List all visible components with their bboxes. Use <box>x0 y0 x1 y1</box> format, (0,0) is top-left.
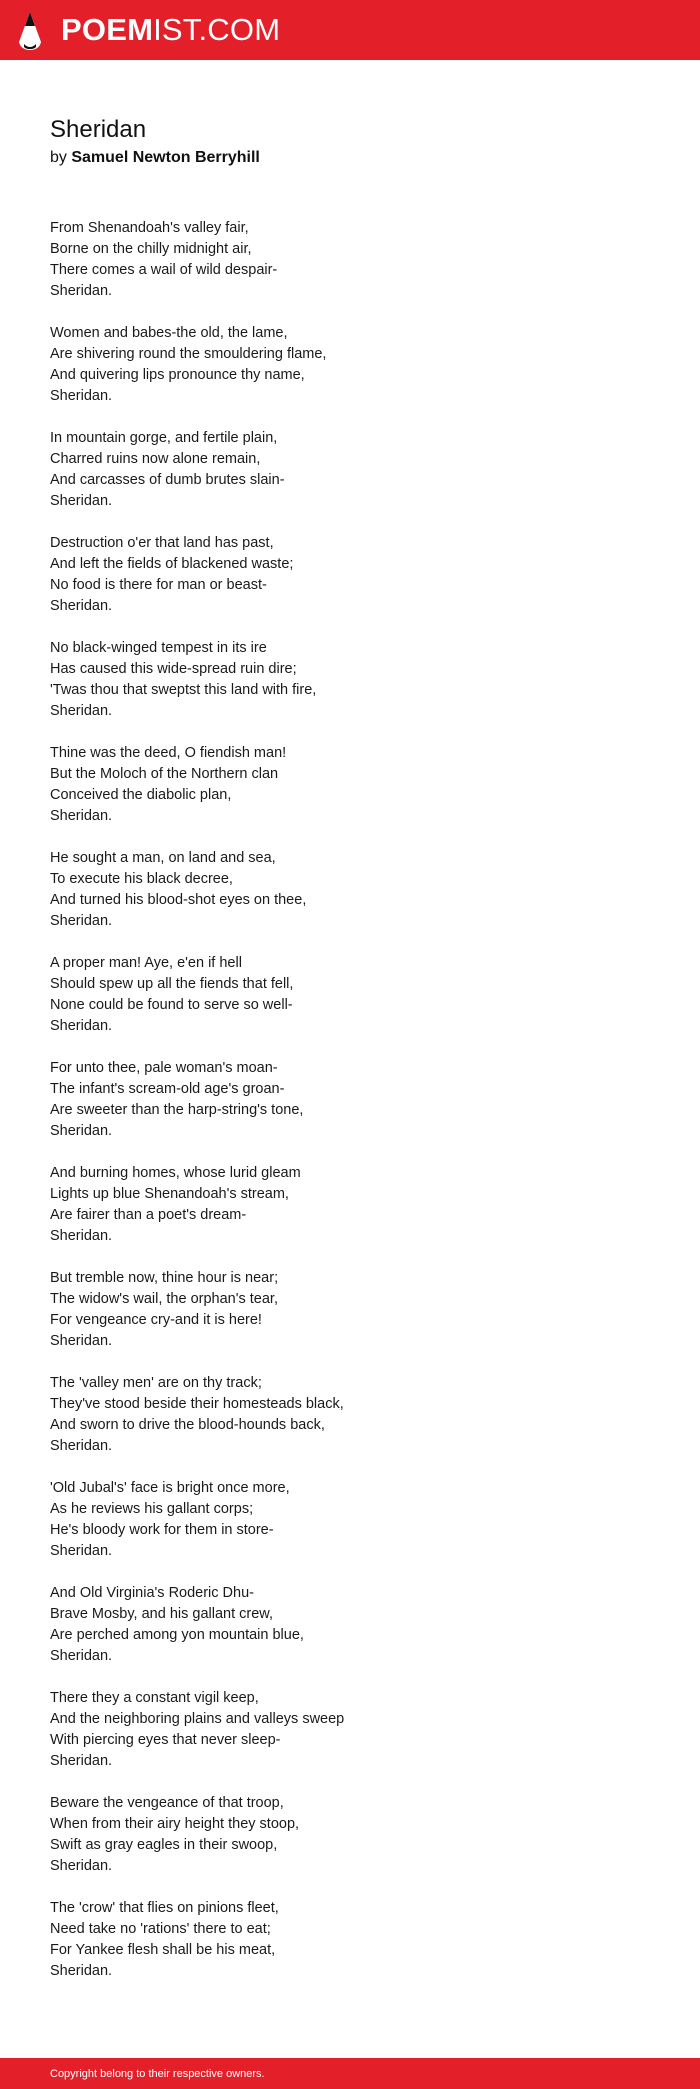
poem-line: Sheridan. <box>50 1438 113 1454</box>
copyright-notice: Copyright belong to their respective owners. <box>50 2068 265 2080</box>
poem-line: And the neighboring plains and valleys sweep <box>50 1711 345 1727</box>
poem-line: And Old Virginia's Roderic Dhu- <box>50 1585 254 1601</box>
pencil-tip-icon-graphic <box>16 11 44 51</box>
poem-line: Destruction o'er that land has past, <box>50 535 274 551</box>
poem-line: 'Old Jubal's' face is bright once more, <box>50 1480 290 1496</box>
poem-line: Sheridan. <box>50 1963 113 1979</box>
poem-stanza <box>50 953 650 1037</box>
poem-line: For unto thee, pale woman's moan- <box>50 1060 278 1076</box>
poem-stanza <box>50 848 650 932</box>
poem-line: No black-winged tempest in its ire <box>50 640 267 656</box>
poem-line: Sheridan. <box>50 1018 113 1034</box>
site-logo[interactable] <box>61 12 280 48</box>
poem-line: Sheridan. <box>50 1333 113 1349</box>
poem-line: He's bloody work for them in store- <box>50 1522 274 1538</box>
poem-stanza <box>50 323 650 407</box>
poem-line: A proper man! Aye, e'en if hell <box>50 955 242 971</box>
poem-stanza <box>50 1163 650 1247</box>
poem-line: Sheridan. <box>50 808 113 824</box>
poem-stanza <box>50 1058 650 1142</box>
poem-line: For Yankee flesh shall be his meat, <box>50 1942 276 1958</box>
poem-line: Need take no 'rations' there to eat; <box>50 1921 271 1937</box>
poem-line: Sheridan. <box>50 703 113 719</box>
poem-author: Samuel Newton Berryhill <box>71 149 260 166</box>
poem-line: None could be found to serve so well- <box>50 997 293 1013</box>
poem-title: Sheridan <box>50 116 147 143</box>
poem-line: Beware the vengeance of that troop, <box>50 1795 284 1811</box>
poem-stanza <box>50 1688 650 1772</box>
poem-line: Sheridan. <box>50 1543 113 1559</box>
poem-line: Thine was the deed, O fiendish man! <box>50 745 287 761</box>
site-header <box>0 0 700 60</box>
poem-line: Sheridan. <box>50 1648 113 1664</box>
byline-prefix: by <box>50 149 67 166</box>
poem-stanza <box>50 1583 650 1667</box>
poem-line: There comes a wail of wild despair- <box>50 262 278 278</box>
poem-line: Swift as gray eagles in their swoop, <box>50 1837 278 1853</box>
poem-line: When from their airy height they stoop, <box>50 1816 300 1832</box>
poem-body <box>50 218 650 2003</box>
poem-line: Sheridan. <box>50 1753 113 1769</box>
poem-line: Women and babes-the old, the lame, <box>50 325 288 341</box>
poem-line: As he reviews his gallant corps; <box>50 1501 254 1517</box>
poem-stanza <box>50 638 650 722</box>
poem-line: Sheridan. <box>50 493 113 509</box>
poem-line: But tremble now, thine hour is near; <box>50 1270 279 1286</box>
poem-line: With piercing eyes that never sleep- <box>50 1732 281 1748</box>
poem-line: Are sweeter than the harp-string's tone, <box>50 1102 304 1118</box>
poem-line: No food is there for man or beast- <box>50 577 267 593</box>
poem-line: Sheridan. <box>50 1228 113 1244</box>
poem-line: The 'crow' that flies on pinions fleet, <box>50 1900 279 1916</box>
poem-line: There they a constant vigil keep, <box>50 1690 259 1706</box>
poem-line: They've stood beside their homesteads black, <box>50 1396 344 1412</box>
poem-stanza <box>50 1898 650 1982</box>
poem-line: Lights up blue Shenandoah's stream, <box>50 1186 289 1202</box>
poem-stanza <box>50 218 650 302</box>
poem-line: Are shivering round the smouldering flame, <box>50 346 327 362</box>
poem-line: And turned his blood-shot eyes on thee, <box>50 892 307 908</box>
poem-line: Charred ruins now alone remain, <box>50 451 261 467</box>
poem-stanza <box>50 428 650 512</box>
poem-line: For vengeance cry-and it is here! <box>50 1312 262 1328</box>
poem-line: Sheridan. <box>50 598 113 614</box>
poem-line: To execute his black decree, <box>50 871 233 887</box>
poem-line: Sheridan. <box>50 1123 113 1139</box>
poem-stanza <box>50 533 650 617</box>
poem-line: Are perched among yon mountain blue, <box>50 1627 304 1643</box>
poem-line: And left the fields of blackened waste; <box>50 556 294 572</box>
poem-line: In mountain gorge, and fertile plain, <box>50 430 278 446</box>
poem-stanza <box>50 1373 650 1457</box>
poem-line: And burning homes, whose lurid gleam <box>50 1165 301 1181</box>
pencil-tip-icon[interactable] <box>16 11 44 51</box>
poem-line: Sheridan. <box>50 283 113 299</box>
poem-line: The widow's wail, the orphan's tear, <box>50 1291 278 1307</box>
poem-stanza <box>50 743 650 827</box>
poem-stanza <box>50 1793 650 1877</box>
poem-stanza <box>50 1268 650 1352</box>
poem-line: But the Moloch of the Northern clan <box>50 766 279 782</box>
poem-line: Has caused this wide-spread ruin dire; <box>50 661 297 677</box>
logo-wordmark-light: IST.COM <box>153 12 281 47</box>
poem-line: The 'valley men' are on thy track; <box>50 1375 262 1391</box>
poem-line: And carcasses of dumb brutes slain- <box>50 472 285 488</box>
poem-line: Brave Mosby, and his gallant crew, <box>50 1606 273 1622</box>
poem-line: Conceived the diabolic plan, <box>50 787 232 803</box>
poem-byline <box>50 147 260 169</box>
poem-line: And quivering lips pronounce thy name, <box>50 367 305 383</box>
poem-line: And sworn to drive the blood-hounds back, <box>50 1417 325 1433</box>
logo-wordmark-strong: POEM <box>61 12 154 47</box>
poem-line: Sheridan. <box>50 1858 113 1874</box>
poem-line: 'Twas thou that sweptst this land with fire, <box>50 682 317 698</box>
poem-line: Sheridan. <box>50 388 113 404</box>
poem-line: Borne on the chilly midnight air, <box>50 241 252 257</box>
poem-stanza <box>50 1478 650 1562</box>
poem-line: He sought a man, on land and sea, <box>50 850 276 866</box>
poem-line: Should spew up all the fiends that fell, <box>50 976 294 992</box>
poem-line: From Shenandoah's valley fair, <box>50 220 249 236</box>
poem-line: Are fairer than a poet's dream- <box>50 1207 247 1223</box>
site-footer <box>0 2058 700 2089</box>
poem-line: Sheridan. <box>50 913 113 929</box>
poem-line: The infant's scream-old age's groan- <box>50 1081 285 1097</box>
